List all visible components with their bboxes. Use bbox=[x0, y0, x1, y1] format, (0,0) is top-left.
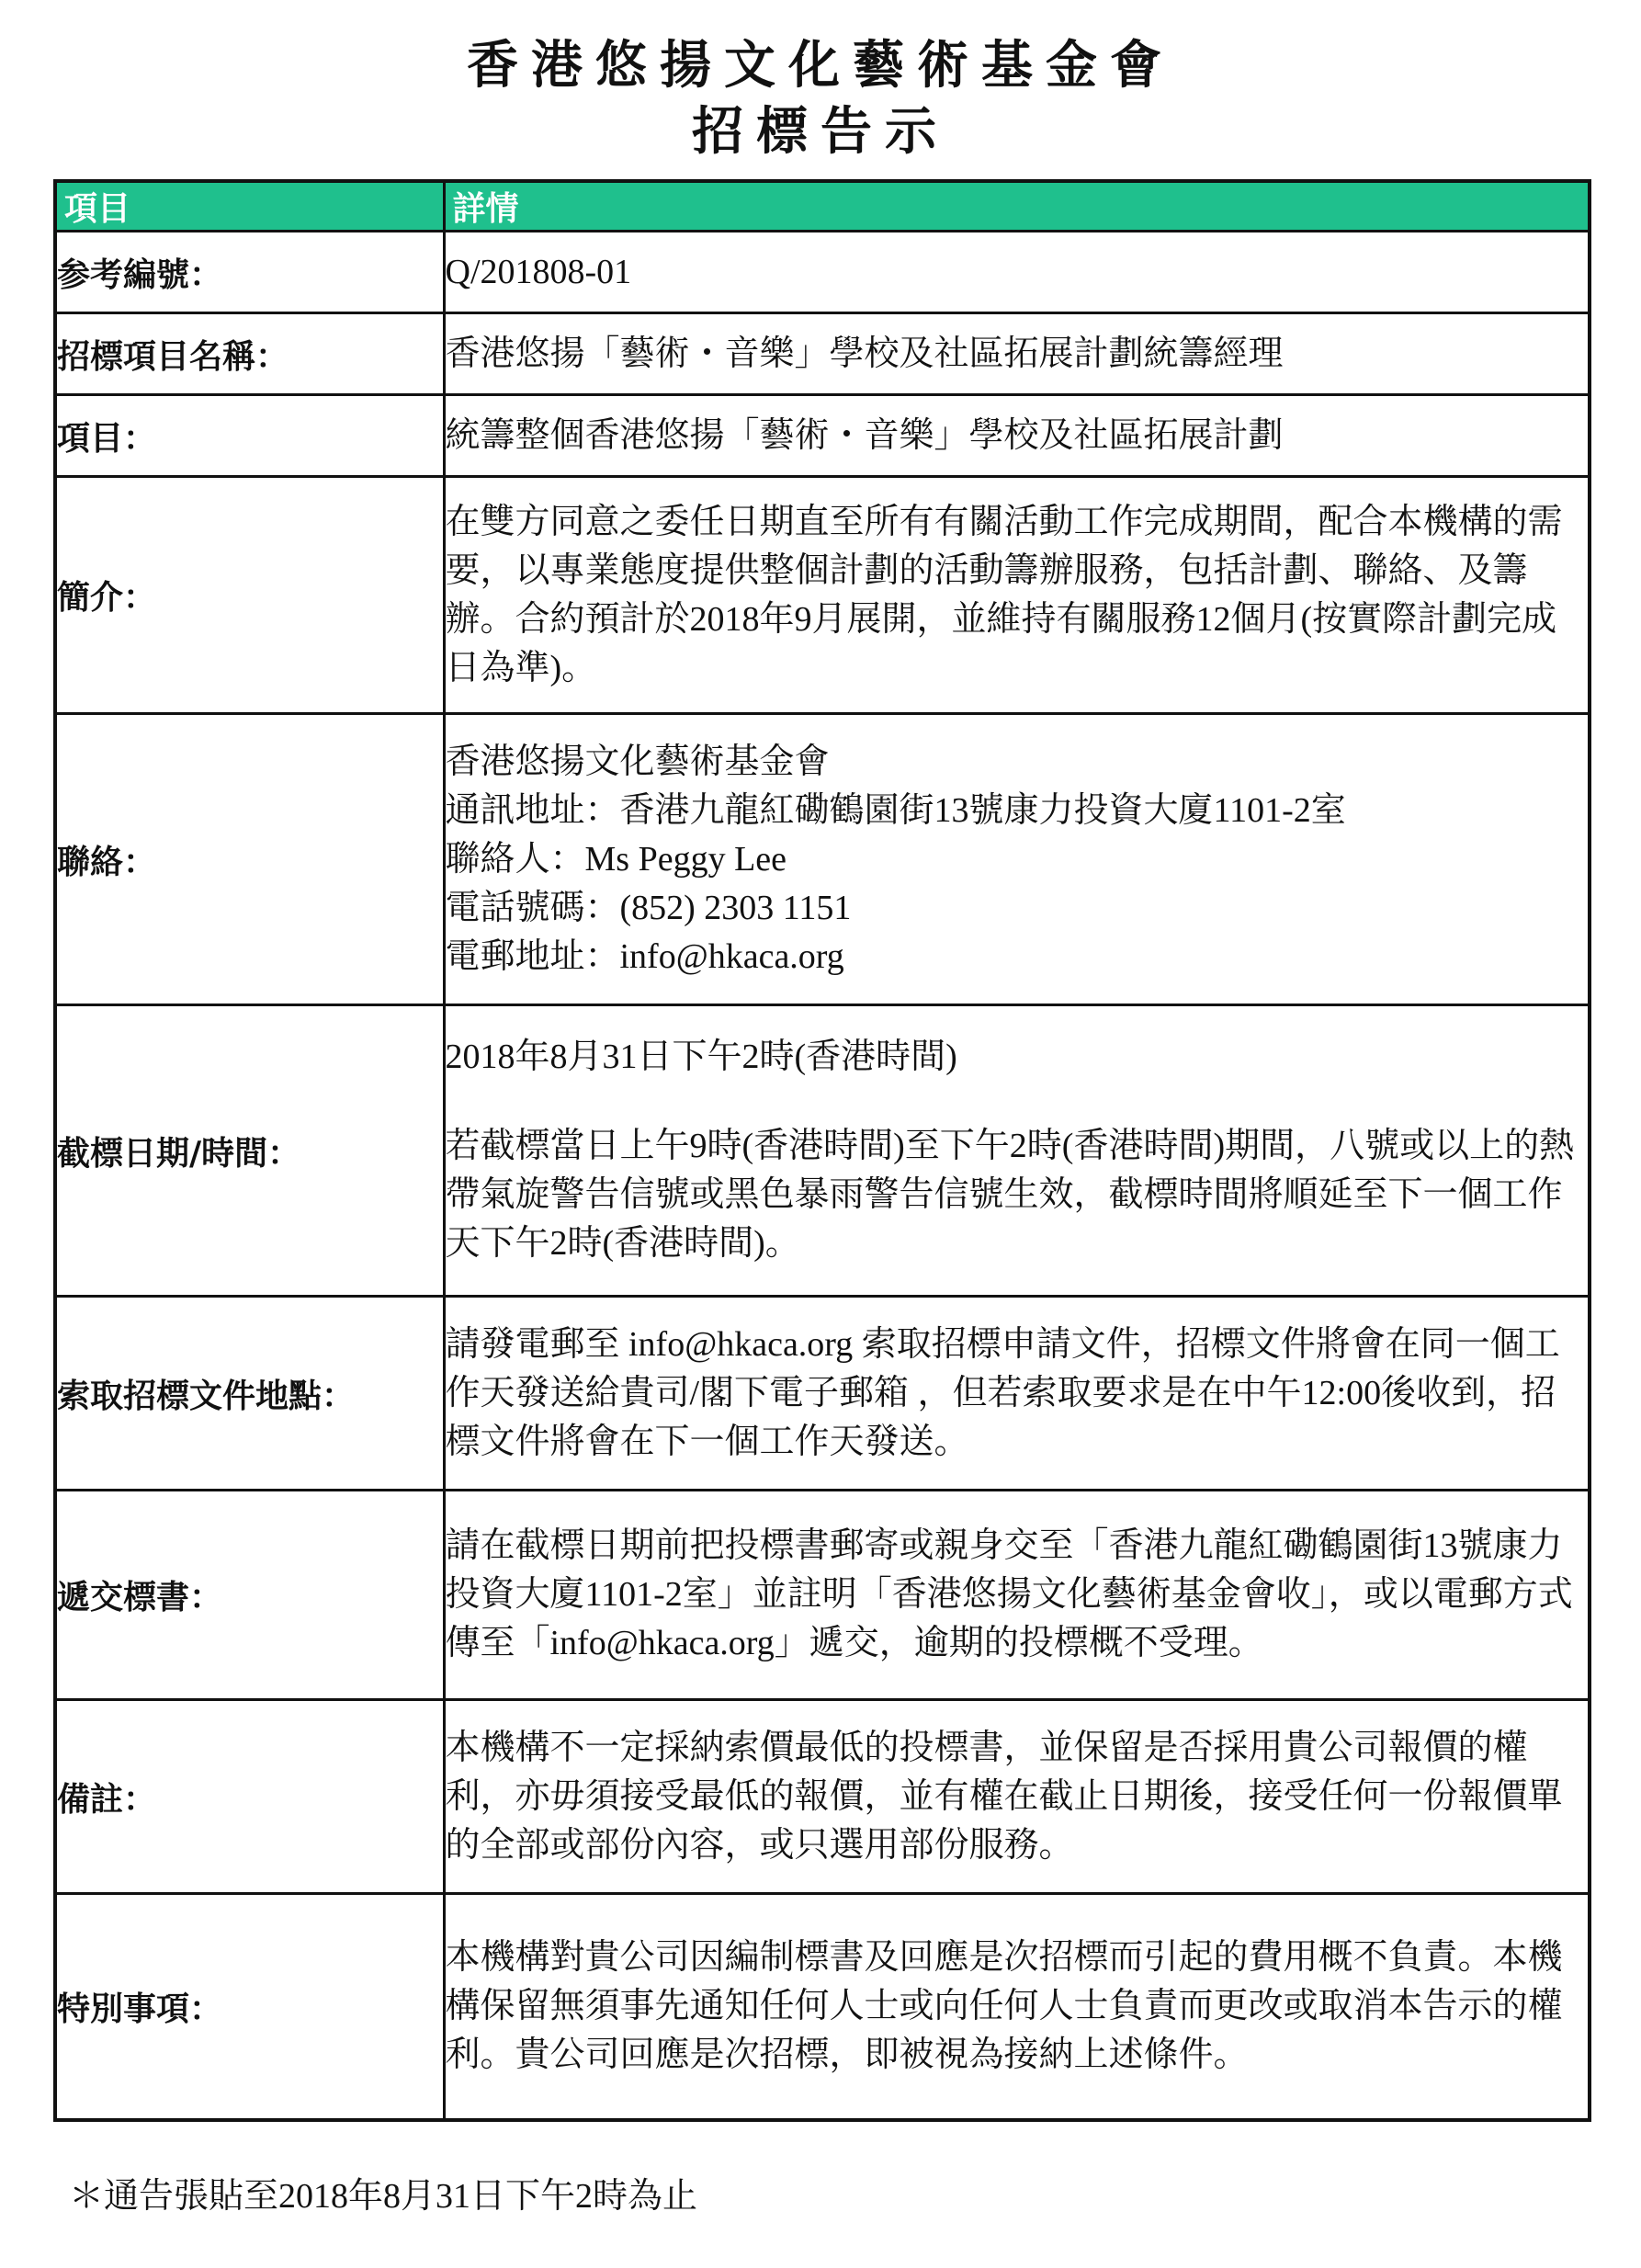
paragraph-gap bbox=[446, 1082, 1589, 1122]
organization-title: 香港悠揚文化藝術基金會 bbox=[467, 36, 1174, 96]
contact-phone: 電話號碼：(852) 2303 1151 bbox=[445, 888, 852, 927]
table-row-submission bbox=[55, 1491, 1590, 1700]
table-row-contact bbox=[55, 714, 1590, 1005]
row-value bbox=[444, 395, 1590, 477]
submission-value: 請在截標日期前把投標書郵寄或親身交至「香港九龍紅磡鶴園街13號康力投資大廈1101-2室」並註明「香港悠揚文化藝術基金會收」，或以電郵方式傳至「info@hkaca.org」遞交，逾期的投標概不受理。 bbox=[445, 1526, 1573, 1662]
table-row-special bbox=[55, 1894, 1590, 2120]
row-label: 簡介： bbox=[55, 477, 444, 714]
tender-notice-table bbox=[53, 179, 1591, 2122]
table-row-remarks bbox=[55, 1700, 1590, 1894]
row-value bbox=[444, 232, 1590, 313]
row-value bbox=[444, 714, 1590, 1005]
row-label: 索取招標文件地點： bbox=[55, 1297, 444, 1491]
row-value bbox=[444, 1894, 1590, 2120]
remarks-value: 本機構不一定採納索價最低的投標書，並保留是否採用貴公司報價的權利，亦毋須接受最低的報價，並有權在截止日期後，接受任何一份報價單的全部或部份內容，或只選用部份服務。 bbox=[445, 1728, 1563, 1865]
posting-deadline-note: ＊通告張貼至2018年8月31日下午2時為止 bbox=[69, 2177, 698, 2216]
contact-address: 通訊地址：香港九龍紅磡鶴園街13號康力投資大廈1101-2室 bbox=[445, 790, 1346, 830]
row-label: 項目： bbox=[55, 395, 444, 477]
row-label: 聯絡： bbox=[55, 714, 444, 1005]
row-value bbox=[444, 1005, 1590, 1297]
contact-org: 香港悠揚文化藝術基金會 bbox=[445, 742, 830, 781]
contact-person: 聯絡人：Ms Peggy Lee bbox=[445, 839, 787, 879]
column-header-item: 項目 bbox=[55, 181, 444, 232]
row-value bbox=[444, 477, 1590, 714]
special-value: 本機構對貴公司因編制標書及回應是次招標而引起的費用概不負責。本機構保留無須事先通知任何人士或向任何人士負責而更改或取消本告示的權利。貴公司回應是次招標，即被視為接納上述條件。 bbox=[445, 1937, 1563, 2074]
contact-email: 電郵地址：info@hkaca.org bbox=[445, 936, 844, 976]
table-row-documents bbox=[55, 1297, 1590, 1491]
project-name-value: 香港悠揚「藝術・音樂」學校及社區拓展計劃統籌經理 bbox=[445, 334, 1284, 373]
row-label: 備註： bbox=[55, 1700, 444, 1894]
document-header bbox=[0, 33, 1641, 165]
column-header-detail: 詳情 bbox=[444, 181, 1590, 232]
documents-value: 請發電郵至 info@hkaca.org 索取招標申請文件，招標文件將會在同一個工作天發送給貴司/閣下電子郵箱 ，但若索取要求是在中午12:00後收到，招標文件將會在下一個工作天發送。 bbox=[445, 1324, 1560, 1461]
table-row-project-name bbox=[55, 313, 1590, 395]
table-row-intro bbox=[55, 477, 1590, 714]
table-row-ref-no bbox=[55, 232, 1590, 313]
row-value bbox=[444, 1700, 1590, 1894]
notice-title: 招標告示 bbox=[692, 102, 949, 162]
row-value bbox=[444, 313, 1590, 395]
table-row-deadline bbox=[55, 1005, 1590, 1297]
deadline-datetime: 2018年8月31日下午2時(香港時間) bbox=[445, 1038, 957, 1076]
row-label: 遞交標書： bbox=[55, 1491, 444, 1700]
row-value bbox=[444, 1297, 1590, 1491]
deadline-note: 若截標當日上午9時(香港時間)至下午2時(香港時間)期間，八號或以上的熱帶氣旋警告信號或黑色暴雨警告信號生效，截標時間將順延至下一個工作天下午2時(香港時間)。 bbox=[445, 1127, 1575, 1263]
intro-value: 在雙方同意之委任日期直至所有有關活動工作完成期間，配合本機構的需要，以專業態度提供整個計劃的活動籌辦服務，包括計劃、聯絡、及籌辦。合約預計於2018年9月展開，並維持有關服務12個月(按實際計劃完成日為準)。 bbox=[445, 502, 1563, 687]
row-label: 参考編號： bbox=[55, 232, 444, 313]
row-label: 截標日期/時間： bbox=[55, 1005, 444, 1297]
ref-no-value: Q/201808-01 bbox=[445, 252, 632, 291]
row-label: 招標項目名稱： bbox=[55, 313, 444, 395]
row-label: 特別事項： bbox=[55, 1894, 444, 2120]
table-row-item bbox=[55, 395, 1590, 477]
item-value: 統籌整個香港悠揚「藝術・音樂」學校及社區拓展計劃 bbox=[445, 415, 1284, 455]
row-value bbox=[444, 1491, 1590, 1700]
table-header-row bbox=[55, 181, 1590, 232]
